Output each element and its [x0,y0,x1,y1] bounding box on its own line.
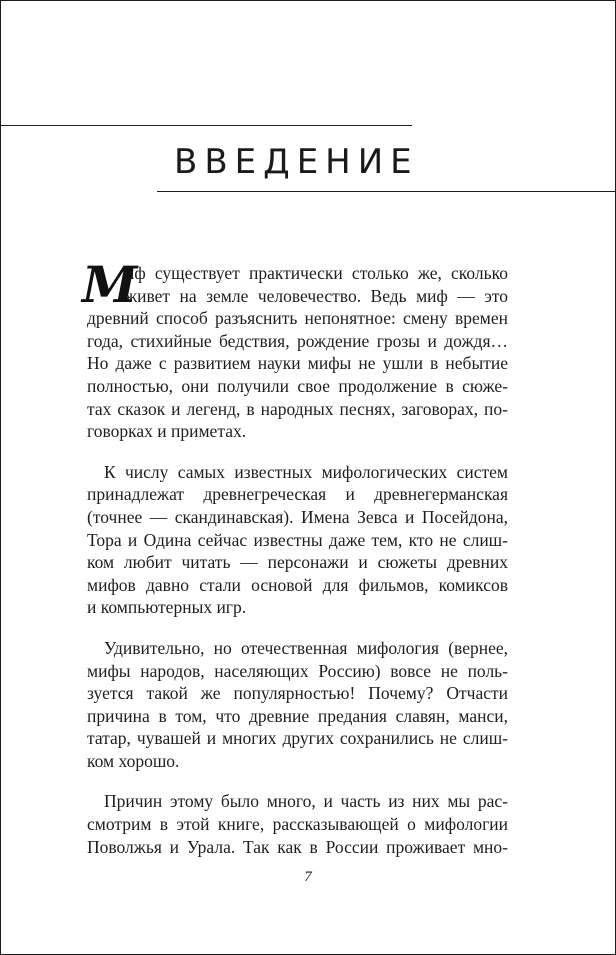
text-line: года, стихийные бедствия, рождение грозы и дождя… [87,330,508,351]
body-text [82,255,508,876]
chapter-title: ВВЕДЕНИЕ [174,142,419,182]
text-line: принадлежат древнегреческая и древнегерманская [87,484,508,505]
text-line: Поволжья и Урала. Так как в России проживает мно- [87,836,508,857]
text-line: Причин этому было много, и часть из них мы рас- [104,791,508,812]
text-line: причина в том, что древние предания славян, манси, [87,705,508,726]
paragraph-1 [82,255,508,443]
text-line: Но даже с развитием науки мифы не ушли в небытие [87,353,508,374]
text-line: зуется такой же популярностью! Почему? Отчасти [87,683,508,704]
text-line: тах сказок и легенд, в народных песнях, заговорах, по- [87,398,508,419]
text-line: мифов давно стали основой для фильмов, комиксов [87,574,508,595]
text-line: мифы народов, населяющих Россию) вовсе не поль- [87,660,508,681]
page-number: 7 [304,869,312,885]
chapter-rule-top [1,125,412,126]
text-line: (точнее — скандинавская). Имена Зевса и Посейдона, [87,506,508,527]
text-line: ком любит читать — персонажи и сюжеты древних [87,552,508,573]
text-line: Тора и Одина сейчас известны даже тем, кто не слиш- [87,529,508,550]
chapter-rule-bottom [157,191,616,192]
drop-cap: М [82,255,138,314]
text-line: ком хорошо. [87,750,180,771]
text-line: иф существует практически столько же, сколько [125,263,508,283]
text-line: К числу самых известных мифологических систем [104,461,508,482]
text-line: Удивительно, но отечественная мифология (вернее, [104,637,508,658]
text-line: полностью, они получили свое продолжение в сюже- [87,375,508,396]
text-line: живет на земле человечество. Ведь миф — это [125,285,508,306]
text-line: смотрим в этой книге, рассказывающей о мифологии [87,814,508,835]
paragraph-2 [87,461,508,619]
text-line: говорках и приметах. [87,421,247,442]
paragraph-3 [87,637,508,773]
text-line: древний способ разъяснить непонятное: смену времен [87,308,508,329]
text-line: и компьютерных игр. [87,597,247,618]
paragraph-4 [87,790,508,858]
text-line: татар, чувашей и многих других сохранились не слиш- [87,728,508,749]
